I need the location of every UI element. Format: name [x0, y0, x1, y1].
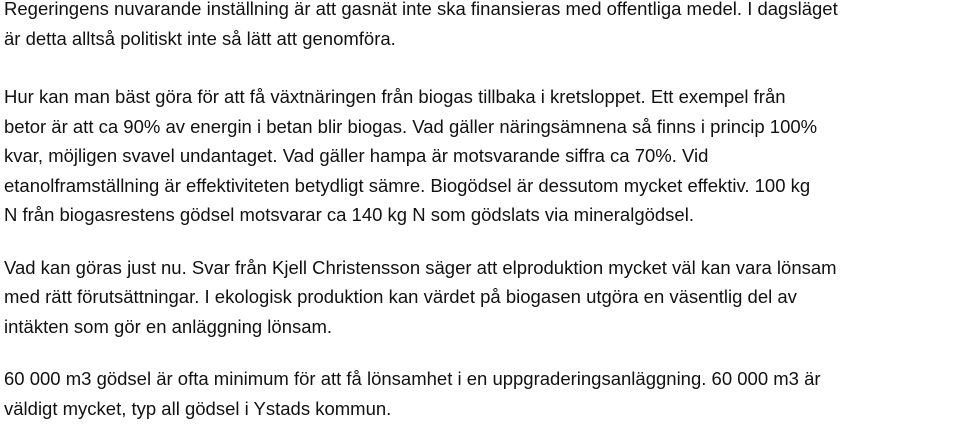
text-line: väldigt mycket, typ all gödsel i Ystads kommun.	[4, 397, 392, 419]
text-line: med rätt förutsättningar. I ekologisk produktion kan värdet på biogasen utgöra en väsentlig del av	[4, 286, 797, 307]
text-line: kvar, möjligen svavel undantaget. Vad gäller hampa är motsvarande siffra ca 70%. Vid	[4, 145, 709, 166]
document-page	[4, 0, 954, 423]
text-line: 60 000 m3 gödsel är ofta minimum för att få lönsamhet i en uppgraderingsanläggning. 60 000 m3 är	[4, 368, 821, 389]
paragraph-what-can-be-done	[4, 253, 954, 342]
text-line: Vad kan göras just nu. Svar från Kjell Christensson säger att elproduktion mycket väl kan vara lönsam	[4, 256, 837, 278]
text-line: N från biogasrestens gödsel motsvarar ca 140 kg N som gödslats via mineralgödsel.	[4, 204, 694, 225]
text-line: etanolframställning är effektiviteten betydligt sämre. Biogödsel är dessutom mycket effektiv. 100 kg	[4, 174, 811, 196]
paragraph-gas-network-policy	[4, 0, 954, 53]
text-line: intäkten som gör en anläggning lönsam.	[4, 315, 333, 337]
text-line: betor är att ca 90% av energin i betan blir biogas. Vad gäller näringsämnena så finns i princip 100%	[4, 115, 818, 137]
text-line: Hur kan man bäst göra för att få växtnäringen från biogas tillbaka i kretsloppet. Ett exempel från	[4, 86, 786, 107]
text-line: är detta alltså politiskt inte så lätt att genomföra.	[4, 27, 396, 49]
paragraph-manure-volume	[4, 364, 954, 423]
paragraph-nutrient-recycling	[4, 82, 954, 230]
text-line: Regeringens nuvarande inställning är att gasnät inte ska finansieras med offentliga medel. I dagsläget	[4, 0, 838, 19]
